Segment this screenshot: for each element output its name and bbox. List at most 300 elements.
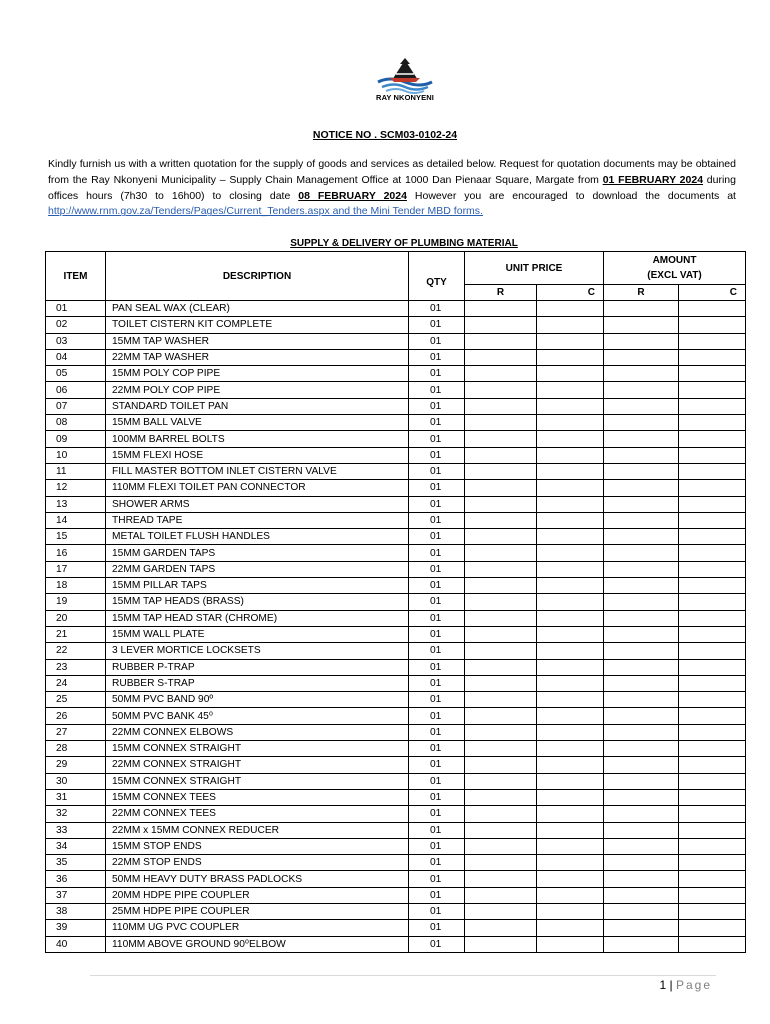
- unit-price-r-cell[interactable]: [465, 561, 537, 577]
- item-cell: 12: [46, 480, 106, 496]
- unit-price-r-cell[interactable]: [465, 447, 537, 463]
- amount-c-cell[interactable]: [679, 659, 746, 675]
- qty-cell: 01: [409, 529, 465, 545]
- description-cell: 22MM CONNEX STRAIGHT: [106, 757, 409, 773]
- description-cell: 15MM FLEXI HOSE: [106, 447, 409, 463]
- unit-price-r-cell[interactable]: [465, 855, 537, 871]
- item-cell: 33: [46, 822, 106, 838]
- amount-c-cell[interactable]: [679, 333, 746, 349]
- description-cell: 100MM BARREL BOLTS: [106, 431, 409, 447]
- item-cell: 30: [46, 773, 106, 789]
- item-cell: 22: [46, 643, 106, 659]
- unit-price-c-cell[interactable]: [537, 675, 604, 691]
- table-row: [46, 349, 746, 365]
- unit-price-r-cell[interactable]: [465, 415, 537, 431]
- description-cell: 22MM STOP ENDS: [106, 855, 409, 871]
- amount-r-cell[interactable]: [604, 594, 679, 610]
- unit-price-r-cell[interactable]: [465, 610, 537, 626]
- item-cell: 20: [46, 610, 106, 626]
- unit-price-c-cell[interactable]: [537, 545, 604, 561]
- unit-price-c-cell[interactable]: [537, 920, 604, 936]
- amount-c-cell[interactable]: [679, 463, 746, 479]
- amount-c-cell[interactable]: [679, 708, 746, 724]
- unit-price-r-cell[interactable]: [465, 382, 537, 398]
- amount-c-cell[interactable]: [679, 741, 746, 757]
- unit-price-r-cell[interactable]: [465, 349, 537, 365]
- unit-price-c-cell[interactable]: [537, 415, 604, 431]
- unit-price-c-cell[interactable]: [537, 773, 604, 789]
- table-row: [46, 708, 746, 724]
- header-amount-c: C: [679, 285, 746, 301]
- item-cell: 27: [46, 724, 106, 740]
- description-cell: 15MM PILLAR TAPS: [106, 578, 409, 594]
- qty-cell: 01: [409, 773, 465, 789]
- qty-cell: 01: [409, 447, 465, 463]
- unit-price-c-cell[interactable]: [537, 512, 604, 528]
- unit-price-c-cell[interactable]: [537, 626, 604, 642]
- amount-r-cell[interactable]: [604, 920, 679, 936]
- description-cell: SHOWER ARMS: [106, 496, 409, 512]
- table-row: [46, 887, 746, 903]
- amount-c-cell[interactable]: [679, 301, 746, 317]
- amount-r-cell[interactable]: [604, 610, 679, 626]
- unit-price-r-cell[interactable]: [465, 463, 537, 479]
- page-separator: |: [666, 978, 676, 992]
- unit-price-r-cell[interactable]: [465, 578, 537, 594]
- unit-price-r-cell[interactable]: [465, 887, 537, 903]
- description-cell: 22MM CONNEX ELBOWS: [106, 724, 409, 740]
- amount-r-cell[interactable]: [604, 822, 679, 838]
- amount-r-cell[interactable]: [604, 757, 679, 773]
- description-cell: 50MM PVC BANK 45⁰: [106, 708, 409, 724]
- unit-price-c-cell[interactable]: [537, 301, 604, 317]
- intro-text: Kindly furnish us with a written quotation for the supply of goods and services as detailed below. Request for quotation documents may be obtained from the Ray Nkonyeni Municipality – Supply Chain Management Office at 1000 Dan Pienaar Square, Margate from: [48, 158, 736, 186]
- amount-r-cell[interactable]: [604, 561, 679, 577]
- item-cell: 14: [46, 512, 106, 528]
- header-qty: QTY: [409, 252, 465, 301]
- qty-cell: 01: [409, 480, 465, 496]
- table-row: [46, 447, 746, 463]
- unit-price-c-cell[interactable]: [537, 480, 604, 496]
- amount-r-cell[interactable]: [604, 480, 679, 496]
- amount-c-cell[interactable]: [679, 349, 746, 365]
- unit-price-r-cell[interactable]: [465, 496, 537, 512]
- amount-c-cell[interactable]: [679, 936, 746, 952]
- header-amount-r: R: [604, 285, 679, 301]
- description-cell: RUBBER P-TRAP: [106, 659, 409, 675]
- qty-cell: 01: [409, 626, 465, 642]
- amount-r-cell[interactable]: [604, 545, 679, 561]
- qty-cell: 01: [409, 512, 465, 528]
- unit-price-c-cell[interactable]: [537, 382, 604, 398]
- item-cell: 36: [46, 871, 106, 887]
- item-cell: 31: [46, 789, 106, 805]
- unit-price-c-cell[interactable]: [537, 431, 604, 447]
- table-row: [46, 480, 746, 496]
- table-row: [46, 822, 746, 838]
- table-row: [46, 415, 746, 431]
- item-cell: 26: [46, 708, 106, 724]
- amount-c-cell[interactable]: [679, 447, 746, 463]
- amount-c-cell[interactable]: [679, 789, 746, 805]
- amount-c-cell[interactable]: [679, 643, 746, 659]
- description-cell: RUBBER S-TRAP: [106, 675, 409, 691]
- unit-price-r-cell[interactable]: [465, 708, 537, 724]
- amount-r-cell[interactable]: [604, 578, 679, 594]
- item-cell: 25: [46, 692, 106, 708]
- description-cell: 50MM PVC BAND 90º: [106, 692, 409, 708]
- amount-r-cell[interactable]: [604, 724, 679, 740]
- item-cell: 05: [46, 366, 106, 382]
- unit-price-r-cell[interactable]: [465, 741, 537, 757]
- description-cell: 15MM STOP ENDS: [106, 838, 409, 854]
- amount-r-cell[interactable]: [604, 936, 679, 952]
- unit-price-c-cell[interactable]: [537, 855, 604, 871]
- amount-r-cell[interactable]: [604, 463, 679, 479]
- item-cell: 15: [46, 529, 106, 545]
- unit-price-c-cell[interactable]: [537, 708, 604, 724]
- open-date: 01 FEBRUARY 2024: [602, 173, 704, 186]
- table-row: [46, 920, 746, 936]
- unit-price-c-cell[interactable]: [537, 838, 604, 854]
- unit-price-r-cell[interactable]: [465, 659, 537, 675]
- closing-date: 08 FEBRUARY 2024: [298, 189, 407, 202]
- item-cell: 10: [46, 447, 106, 463]
- item-cell: 32: [46, 806, 106, 822]
- qty-cell: 01: [409, 561, 465, 577]
- item-cell: 28: [46, 741, 106, 757]
- qty-cell: 01: [409, 398, 465, 414]
- description-cell: THREAD TAPE: [106, 512, 409, 528]
- amount-c-cell[interactable]: [679, 822, 746, 838]
- amount-c-cell[interactable]: [679, 903, 746, 919]
- unit-price-r-cell[interactable]: [465, 317, 537, 333]
- unit-price-r-cell[interactable]: [465, 301, 537, 317]
- qty-cell: 01: [409, 871, 465, 887]
- table-row: [46, 333, 746, 349]
- qty-cell: 01: [409, 822, 465, 838]
- table-row: [46, 463, 746, 479]
- amount-r-cell[interactable]: [604, 708, 679, 724]
- item-cell: 23: [46, 659, 106, 675]
- item-cell: 13: [46, 496, 106, 512]
- table-row: [46, 643, 746, 659]
- amount-c-cell[interactable]: [679, 398, 746, 414]
- unit-price-r-cell[interactable]: [465, 822, 537, 838]
- qty-cell: 01: [409, 920, 465, 936]
- qty-cell: 01: [409, 708, 465, 724]
- unit-price-c-cell[interactable]: [537, 333, 604, 349]
- unit-price-c-cell[interactable]: [537, 398, 604, 414]
- amount-r-cell[interactable]: [604, 349, 679, 365]
- amount-c-cell[interactable]: [679, 529, 746, 545]
- unit-price-c-cell[interactable]: [537, 447, 604, 463]
- unit-price-c-cell[interactable]: [537, 496, 604, 512]
- unit-price-r-cell[interactable]: [465, 398, 537, 414]
- unit-price-r-cell[interactable]: [465, 512, 537, 528]
- item-cell: 29: [46, 757, 106, 773]
- unit-price-c-cell[interactable]: [537, 529, 604, 545]
- table-row: [46, 594, 746, 610]
- amount-c-cell[interactable]: [679, 610, 746, 626]
- table-row: [46, 382, 746, 398]
- unit-price-c-cell[interactable]: [537, 594, 604, 610]
- amount-c-cell[interactable]: [679, 626, 746, 642]
- qty-cell: 01: [409, 415, 465, 431]
- unit-price-r-cell[interactable]: [465, 529, 537, 545]
- unit-price-c-cell[interactable]: [537, 366, 604, 382]
- qty-cell: 01: [409, 382, 465, 398]
- item-cell: 18: [46, 578, 106, 594]
- description-cell: 15MM GARDEN TAPS: [106, 545, 409, 561]
- amount-c-cell[interactable]: [679, 594, 746, 610]
- item-cell: 34: [46, 838, 106, 854]
- description-cell: 110MM ABOVE GROUND 90⁰ELBOW: [106, 936, 409, 952]
- qty-cell: 01: [409, 496, 465, 512]
- qty-cell: 01: [409, 806, 465, 822]
- unit-price-c-cell[interactable]: [537, 659, 604, 675]
- unit-price-c-cell[interactable]: [537, 610, 604, 626]
- amount-c-cell[interactable]: [679, 382, 746, 398]
- unit-price-r-cell[interactable]: [465, 903, 537, 919]
- header-unit-price: UNIT PRICE: [465, 252, 604, 285]
- amount-r-cell[interactable]: [604, 838, 679, 854]
- description-cell: 15MM CONNEX STRAIGHT: [106, 773, 409, 789]
- unit-price-r-cell[interactable]: [465, 920, 537, 936]
- table-row: [46, 855, 746, 871]
- amount-c-cell[interactable]: [679, 887, 746, 903]
- unit-price-c-cell[interactable]: [537, 806, 604, 822]
- amount-c-cell[interactable]: [679, 838, 746, 854]
- header-amount-line1: AMOUNT: [652, 255, 697, 266]
- table-row: [46, 398, 746, 414]
- quotation-table: [45, 251, 746, 953]
- table-row: [46, 496, 746, 512]
- unit-price-r-cell[interactable]: [465, 838, 537, 854]
- unit-price-r-cell[interactable]: [465, 757, 537, 773]
- amount-c-cell[interactable]: [679, 545, 746, 561]
- page-word: Page: [675, 978, 712, 992]
- unit-price-r-cell[interactable]: [465, 773, 537, 789]
- qty-cell: 01: [409, 578, 465, 594]
- amount-c-cell[interactable]: [679, 871, 746, 887]
- amount-r-cell[interactable]: [604, 512, 679, 528]
- unit-price-c-cell[interactable]: [537, 463, 604, 479]
- qty-cell: 01: [409, 349, 465, 365]
- amount-c-cell[interactable]: [679, 496, 746, 512]
- description-cell: 110MM UG PVC COUPLER: [106, 920, 409, 936]
- amount-r-cell[interactable]: [604, 871, 679, 887]
- qty-cell: 01: [409, 675, 465, 691]
- amount-c-cell[interactable]: [679, 757, 746, 773]
- unit-price-r-cell[interactable]: [465, 643, 537, 659]
- table-row: [46, 561, 746, 577]
- qty-cell: 01: [409, 887, 465, 903]
- qty-cell: 01: [409, 903, 465, 919]
- amount-r-cell[interactable]: [604, 643, 679, 659]
- qty-cell: 01: [409, 838, 465, 854]
- table-row: [46, 806, 746, 822]
- description-cell: TOILET CISTERN KIT COMPLETE: [106, 317, 409, 333]
- qty-cell: 01: [409, 366, 465, 382]
- unit-price-c-cell[interactable]: [537, 317, 604, 333]
- header-description: DESCRIPTION: [106, 252, 409, 301]
- amount-c-cell[interactable]: [679, 366, 746, 382]
- amount-r-cell[interactable]: [604, 415, 679, 431]
- amount-c-cell[interactable]: [679, 773, 746, 789]
- table-row: [46, 512, 746, 528]
- item-cell: 02: [46, 317, 106, 333]
- amount-r-cell[interactable]: [604, 903, 679, 919]
- qty-cell: 01: [409, 659, 465, 675]
- unit-price-c-cell[interactable]: [537, 903, 604, 919]
- unit-price-r-cell[interactable]: [465, 366, 537, 382]
- unit-price-c-cell[interactable]: [537, 887, 604, 903]
- amount-r-cell[interactable]: [604, 789, 679, 805]
- item-cell: 17: [46, 561, 106, 577]
- unit-price-c-cell[interactable]: [537, 936, 604, 952]
- unit-price-c-cell[interactable]: [537, 757, 604, 773]
- unit-price-r-cell[interactable]: [465, 806, 537, 822]
- description-cell: 22MM TAP WASHER: [106, 349, 409, 365]
- item-cell: 24: [46, 675, 106, 691]
- unit-price-r-cell[interactable]: [465, 724, 537, 740]
- unit-price-r-cell[interactable]: [465, 789, 537, 805]
- qty-cell: 01: [409, 333, 465, 349]
- amount-c-cell[interactable]: [679, 431, 746, 447]
- amount-r-cell[interactable]: [604, 398, 679, 414]
- amount-r-cell[interactable]: [604, 382, 679, 398]
- qty-cell: 01: [409, 545, 465, 561]
- qty-cell: 01: [409, 757, 465, 773]
- description-cell: 50MM HEAVY DUTY BRASS PADLOCKS: [106, 871, 409, 887]
- item-cell: 39: [46, 920, 106, 936]
- unit-price-c-cell[interactable]: [537, 578, 604, 594]
- description-cell: 22MM POLY COP PIPE: [106, 382, 409, 398]
- amount-r-cell[interactable]: [604, 806, 679, 822]
- amount-c-cell[interactable]: [679, 855, 746, 871]
- unit-price-c-cell[interactable]: [537, 741, 604, 757]
- item-cell: 19: [46, 594, 106, 610]
- table-row: [46, 578, 746, 594]
- unit-price-c-cell[interactable]: [537, 789, 604, 805]
- unit-price-r-cell[interactable]: [465, 333, 537, 349]
- amount-r-cell[interactable]: [604, 529, 679, 545]
- amount-c-cell[interactable]: [679, 512, 746, 528]
- unit-price-c-cell[interactable]: [537, 822, 604, 838]
- amount-c-cell[interactable]: [679, 561, 746, 577]
- unit-price-r-cell[interactable]: [465, 545, 537, 561]
- table-row: [46, 789, 746, 805]
- amount-r-cell[interactable]: [604, 741, 679, 757]
- description-cell: 3 LEVER MORTICE LOCKSETS: [106, 643, 409, 659]
- table-row: [46, 692, 746, 708]
- unit-price-c-cell[interactable]: [537, 349, 604, 365]
- amount-r-cell[interactable]: [604, 317, 679, 333]
- unit-price-r-cell[interactable]: [465, 871, 537, 887]
- unit-price-r-cell[interactable]: [465, 626, 537, 642]
- unit-price-c-cell[interactable]: [537, 871, 604, 887]
- unit-price-r-cell[interactable]: [465, 692, 537, 708]
- unit-price-r-cell[interactable]: [465, 480, 537, 496]
- description-cell: METAL TOILET FLUSH HANDLES: [106, 529, 409, 545]
- item-cell: 21: [46, 626, 106, 642]
- amount-r-cell[interactable]: [604, 431, 679, 447]
- amount-c-cell[interactable]: [679, 920, 746, 936]
- amount-c-cell[interactable]: [679, 480, 746, 496]
- unit-price-r-cell[interactable]: [465, 594, 537, 610]
- amount-c-cell[interactable]: [679, 692, 746, 708]
- unit-price-c-cell[interactable]: [537, 692, 604, 708]
- qty-cell: 01: [409, 317, 465, 333]
- amount-r-cell[interactable]: [604, 301, 679, 317]
- description-cell: PAN SEAL WAX (CLEAR): [106, 301, 409, 317]
- table-row: [46, 903, 746, 919]
- unit-price-c-cell[interactable]: [537, 724, 604, 740]
- description-cell: 15MM TAP WASHER: [106, 333, 409, 349]
- qty-cell: 01: [409, 855, 465, 871]
- table-title: SUPPLY & DELIVERY OF PLUMBING MATERIAL: [290, 238, 518, 249]
- qty-cell: 01: [409, 741, 465, 757]
- qty-cell: 01: [409, 301, 465, 317]
- unit-price-c-cell[interactable]: [537, 561, 604, 577]
- page-number: 1: [659, 978, 667, 992]
- table-row: [46, 317, 746, 333]
- table-row: [46, 936, 746, 952]
- unit-price-c-cell[interactable]: [537, 643, 604, 659]
- footer-divider: [90, 975, 716, 976]
- table-row: [46, 871, 746, 887]
- amount-c-cell[interactable]: [679, 724, 746, 740]
- amount-c-cell[interactable]: [679, 317, 746, 333]
- qty-cell: 01: [409, 724, 465, 740]
- item-cell: 04: [46, 349, 106, 365]
- amount-r-cell[interactable]: [604, 887, 679, 903]
- description-cell: 15MM BALL VALVE: [106, 415, 409, 431]
- qty-cell: 01: [409, 936, 465, 952]
- amount-r-cell[interactable]: [604, 855, 679, 871]
- amount-r-cell[interactable]: [604, 366, 679, 382]
- amount-r-cell[interactable]: [604, 692, 679, 708]
- amount-r-cell[interactable]: [604, 773, 679, 789]
- description-cell: FILL MASTER BOTTOM INLET CISTERN VALVE: [106, 463, 409, 479]
- item-cell: 38: [46, 903, 106, 919]
- amount-c-cell[interactable]: [679, 675, 746, 691]
- description-cell: 15MM POLY COP PIPE: [106, 366, 409, 382]
- amount-r-cell[interactable]: [604, 333, 679, 349]
- tenders-link[interactable]: http://www.rnm.gov.za/Tenders/Pages/Current_Tenders.aspx and the Mini Tender MBD forms.: [48, 205, 483, 218]
- amount-r-cell[interactable]: [604, 496, 679, 512]
- amount-r-cell[interactable]: [604, 626, 679, 642]
- table-row: [46, 301, 746, 317]
- amount-c-cell[interactable]: [679, 806, 746, 822]
- table-row: [46, 757, 746, 773]
- item-cell: 03: [46, 333, 106, 349]
- amount-c-cell[interactable]: [679, 415, 746, 431]
- table-row: [46, 724, 746, 740]
- amount-r-cell[interactable]: [604, 659, 679, 675]
- amount-c-cell[interactable]: [679, 578, 746, 594]
- table-row: [46, 626, 746, 642]
- unit-price-r-cell[interactable]: [465, 936, 537, 952]
- amount-r-cell[interactable]: [604, 675, 679, 691]
- amount-r-cell[interactable]: [604, 447, 679, 463]
- unit-price-r-cell[interactable]: [465, 675, 537, 691]
- description-cell: 20MM HDPE PIPE COUPLER: [106, 887, 409, 903]
- header-amount-line2: (EXCL VAT): [647, 270, 702, 281]
- unit-price-r-cell[interactable]: [465, 431, 537, 447]
- notice-title: NOTICE NO . SCM03-0102-24: [312, 129, 458, 141]
